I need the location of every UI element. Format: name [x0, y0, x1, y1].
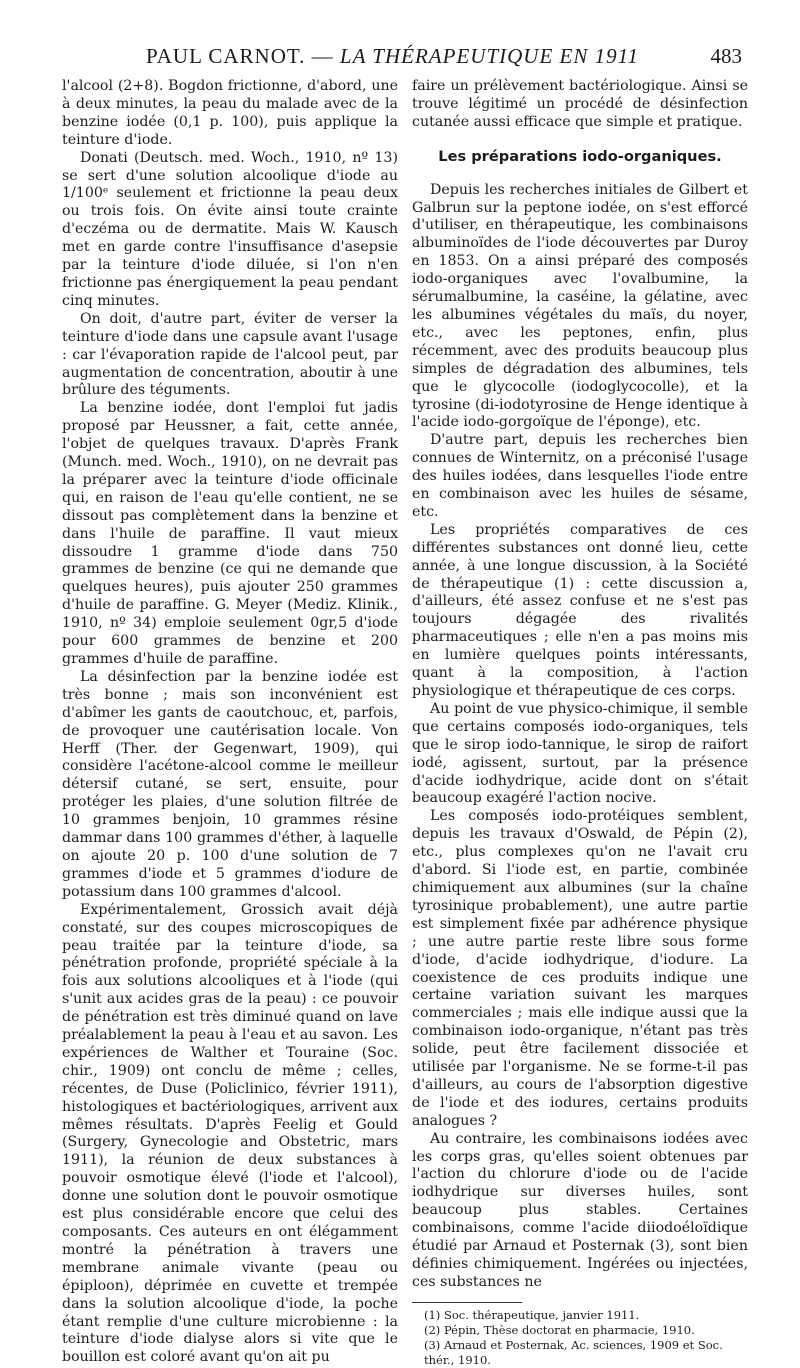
paragraph: La benzine iodée, dont l'emploi fut jadis proposé par Heussner, a fait, cette année, l'objet de quelques travaux. D'après Frank (Munch. med. Woch., 1910), on ne devrait pas la préparer avec la teinture d'iode officinale qui, en raison de l'eau qu'elle contient, ne se dissout pas complètement dans la benzine et dans l'huile de paraffine. Il vaut mieux dissoudre 1 gramme d'iode dans 750 grammes de benzine (ce qui ne demande que quelques heures), puis ajouter 250 grammes d'huile de paraffine. G. Meyer (Mediz. Klinik., 1910, nº 34) emploie seulement 0gr,5 d'iode pour 600 grammes de benzine et 200 grammes d'huile de paraffine. — [62, 400, 398, 667]
footnotes — [412, 1302, 748, 1368]
paragraph: Au point de vue physico-chimique, il semble que certains composés iodo-organiques, tels que le sirop iodo-tannique, le sirop de raifort iodé, agissent, surtout, par la présence d'acide iodhydrique, acide dont on s'était beaucoup exagéré l'action nocive. — [412, 700, 748, 807]
paragraph: Donati (Deutsch. med. Woch., 1910, nº 13) se sert d'une solution alcoolique d'iode au 1/100ᵉ seulement et frictionne la peau deux ou trois fois. On évite ainsi toute crainte d'eczéma ou de dermatite. Mais W. Kausch met en garde contre l'insuffisance d'asepsie par la teinture d'iode diluée, si l'on n'en frictionne pas énergiquement la peau pendant cinq minutes. — [62, 149, 398, 309]
running-title-work: LA THÉRAPEUTIQUE EN 1911 — [339, 44, 640, 68]
running-title-author: PAUL CARNOT. — — [146, 44, 340, 68]
left-column — [62, 78, 398, 1367]
footnote: (3) Arnaud et Posternak, Ac. sciences, 1909 et Soc. thér., 1910. — [424, 1337, 723, 1367]
paragraph: Depuis les recherches initiales de Gilbert et Galbrun sur la peptone iodée, on s'est efforcé d'utiliser, en thérapeutique, les combinaisons albuminoïdes de l'iode découvertes par Duroy en 1853. On a ainsi préparé des composés iodo-organiques avec l'ovalbumine, la sérumalbumine, la caséine, la gélatine, avec les albumines végétales du maïs, du noyer, etc., avec les peptones, enfin, plus récemment, avec des produits beaucoup plus simples de dégradation des albumines, tels que le glycocolle (iodoglycocolle), et la tyrosine (di-iodotyrosine de Henge identique à l'acide iodo-gorgoïque de l'éponge), etc. — [412, 181, 748, 431]
paragraph: La désinfection par la benzine iodée est très bonne ; mais son inconvénient est d'abîmer les gants de caoutchouc, et, parfois, de provoquer une cautérisation locale. Von Herff (Ther. der Gegenwart, 1909), qui considère l'acétone-alcool comme le meilleur détersif cutané, se sert, ensuite, pour protéger les plaies, d'une solution filtrée de 10 grammes benjoin, 10 grammes résine dammar dans 100 grammes d'éther, à laquelle on ajoute 20 p. 100 d'une solution de 7 grammes d'iode et 5 grammes d'iodure de potassium dans 100 grammes d'alcool. — [62, 668, 398, 900]
paragraph: Les composés iodo-protéiques semblent, depuis les travaux d'Oswald, de Pépin (2), etc., plus complexes qu'on ne l'avait cru d'abord. Si l'iode est, en partie, combinée chimiquement aux albumines (sur la chaîne tyrosinique probablement), une autre partie est simplement fixée par adhérence physique ; une autre partie reste libre sous forme d'iode, d'acide iodhydrique, d'iodure. La coexistence de ces produits indique une certaine variation suivant les marques commerciales ; mais elle indique aussi que la combinaison iodo-organique, n'étant pas très solide, peut être facilement dissociée et utilisée par l'organisme. Ne se forme-t-il pas d'ailleurs, au cours de l'absorption digestive de l'iode et des iodures, certains produits analogues ? — [412, 808, 748, 1129]
footnote: (2) Pépin, Thèse doctorat en pharmacie, 1910. — [424, 1322, 695, 1337]
paragraph: On doit, d'autre part, éviter de verser la teinture d'iode dans une capsule avant l'usage : car l'évaporation rapide de l'alcool peut, par augmentation de concentration, aboutir à une brûlure des téguments. — [62, 310, 398, 399]
right-column — [412, 78, 748, 1368]
paragraph: Expérimentalement, Grossich avait déjà constaté, sur des coupes microscopiques de peau traitée par la teinture d'iode, sa pénétration profonde, propriété spéciale à la fois aux solutions alcooliques et à l'iode (qui s'unit aux acides gras de la peau) : ce pouvoir de pénétration est très diminué quand on lave préalablement la peau à l'eau et au savon. Les expériences de Walther et Touraine (Soc. chir., 1909) ont conclu de même ; celles, récentes, de Duse (Policlinico, février 1911), histologiques et bactériologiques, arrivent aux mêmes résultats. D'après Feelig et Gould (Surgery, Gynecologie and Obstetric, mars 1911), la réunion de deux substances à pouvoir osmotique élevé (l'iode et l'alcool), donne une solution dont le pouvoir osmotique est plus considérable encore que celui des composants. Ces auteurs en ont élégamment montré la pénétration à travers une membrane animale vivante (peau ou épiploon), déprimée en cuvette et trempée dans la solution alcoolique d'iode, la poche étant remplie d'une culture microbienne : la teinture d'iode dialyse alors si vite que le bouillon est coloré avant qu'on ait pu — [62, 901, 398, 1366]
paragraph: Au contraire, les combinaisons iodées avec les corps gras, qu'elles soient obtenues par l'action du chlorure d'iode ou de l'acide iodhydrique sur diverses huiles, sont beaucoup plus stables. Certaines combinaisons, comme l'acide diiodoéloïdique étudié par Arnaud et Posternak (3), sont bien définies chimiquement. Ingérées ou injectées, ces substances ne — [412, 1130, 748, 1290]
running-header — [62, 44, 742, 70]
section-heading: Les préparations iodo-organiques. — [438, 147, 722, 165]
running-title — [146, 44, 639, 69]
paragraph: Les propriétés comparatives de ces différentes substances ont donné lieu, cette année, à une longue discussion, à la Société de thérapeutique (1) : cette discussion a, d'ailleurs, été assez confuse et ne s'est pas toujours dégagée des rivalités pharmaceutiques ; elle n'en a pas moins mis en lumière quelques points intéressants, quant à la composition, à l'action physiologique et thérapeutique de ces corps. — [412, 521, 748, 699]
paragraph: faire un prélèvement bactériologique. Ainsi se trouve légitimé un procédé de désinfection cutanée aussi efficace que simple et pratique. — [412, 78, 748, 130]
footnote: (1) Soc. thérapeutique, janvier 1911. — [424, 1307, 640, 1322]
footnote-rule — [412, 1302, 522, 1303]
page-number: 483 — [710, 44, 742, 68]
paragraph: D'autre part, depuis les recherches bien connues de Winternitz, on a préconisé l'usage des huiles iodées, dans lesquelles l'iode entre en combinaison avec les huiles de sésame, etc. — [412, 432, 748, 520]
paragraph: l'alcool (2+8). Bogdon frictionne, d'abord, une à deux minutes, la peau du malade avec de la benzine iodée (0,1 p. 100), puis applique la teinture d'iode. — [62, 78, 398, 148]
